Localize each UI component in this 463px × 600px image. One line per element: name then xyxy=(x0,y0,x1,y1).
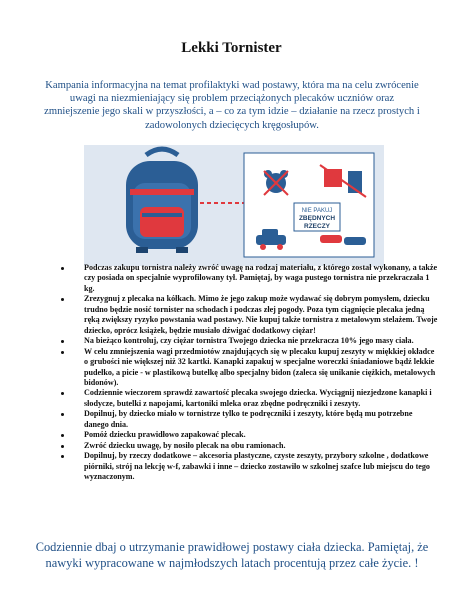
label-line-3: RZECZY xyxy=(304,223,330,230)
label-line-2: ZBĘDNYCH xyxy=(298,215,336,222)
list-item: Pomóż dziecku prawidłowo zapakować plecak. xyxy=(59,430,439,440)
advice-list xyxy=(59,263,439,483)
closing-paragraph: Codziennie dbaj o utrzymanie prawidłowej postawy ciała dziecka. Pamiętaj, że nawyki wypracowane w najmłodszych latach procentują przez całe życie. ! xyxy=(35,540,429,570)
list-item: Zrezygnuj z plecaka na kółkach. Mimo że jego zakup może wydawać się dobrym pomysłem, dziecku trudno będzie nosić tornister na schodach i podczas złej pogody. Poza tym ciągnięcie plecaka jedną ręką zwiększy ryzyko powstania wad postawy. Nie kupuj także tornistra z metalowym stelażem. Twoje dziecko, oprócz książek, będzie musiało dźwigać dodatkowy ciężar! xyxy=(59,294,439,336)
backpack-illustration xyxy=(84,143,384,268)
label-line-1: NIE PAKUJ xyxy=(301,208,333,214)
list-item: Zwróć dziecku uwagę, by nosiło plecak na obu ramionach. xyxy=(59,441,439,451)
list-item: Dopilnuj, by rzeczy dodatkowe – akcesoria plastyczne, czyste zeszyty, przybory szkolne , dodatkowe piórniki, strój na lekcję w-f, zabawki i inne – dziecko zostawiło w szkolnej szafce lub miejscu do tego wyznaczonym. xyxy=(59,451,439,482)
teddy-bear-icon xyxy=(264,170,288,195)
list-item: Podczas zakupu tornistra należy zwróć uwagę na rodzaj materiału, z którego został wykonany, a także czy posiada on specjalnie wyprofilowany tył. Pamiętaj, by waga pustego tornistra nie przekraczała 1 kg. xyxy=(59,263,439,294)
page-title: Lekki Tornister xyxy=(181,40,282,56)
intro-paragraph: Kampania informacyjna na temat profilaktyki wad postawy, która ma na celu zwrócenie uwagi na niezmieniający się problem przeciążonych plecaków uczniów oraz zmniejszenie jego skali w przyszłości, a – co za tym idzie – działanie na rzecz prostych i zadowolonych dziecięcych kręgosłupów. xyxy=(44,80,420,131)
list-item: W celu zmniejszenia wagi przedmiotów znajdujących się w plecaku kupuj zeszyty w miękkiej okładce o grubości nie większej niż 32 kartki. Kanapki zapakuj w specjalne woreczki śniadaniowe bądź lekkie pudełko, a picie - w plastikową butelkę albo specjalny bidon (zaleca się unikanie ciężkich, metalowych bidonów). xyxy=(59,347,439,389)
list-item: Dopilnuj, by dziecko miało w tornistrze tylko te podręczniki i zeszyty, które będą mu potrzebne danego dnia. xyxy=(59,409,439,430)
list-item: Codziennie wieczorem sprawdź zawartość plecaka swojego dziecka. Wyciągnij niezjedzone kanapki i słodycze, butelki z napojami, kartoniki mleka oraz zbędne podręczniki i zeszyty. xyxy=(59,388,439,409)
list-item: Na bieżąco kontroluj, czy ciężar tornistra Twojego dziecka nie przekracza 10% jego masy ciała. xyxy=(59,336,439,346)
